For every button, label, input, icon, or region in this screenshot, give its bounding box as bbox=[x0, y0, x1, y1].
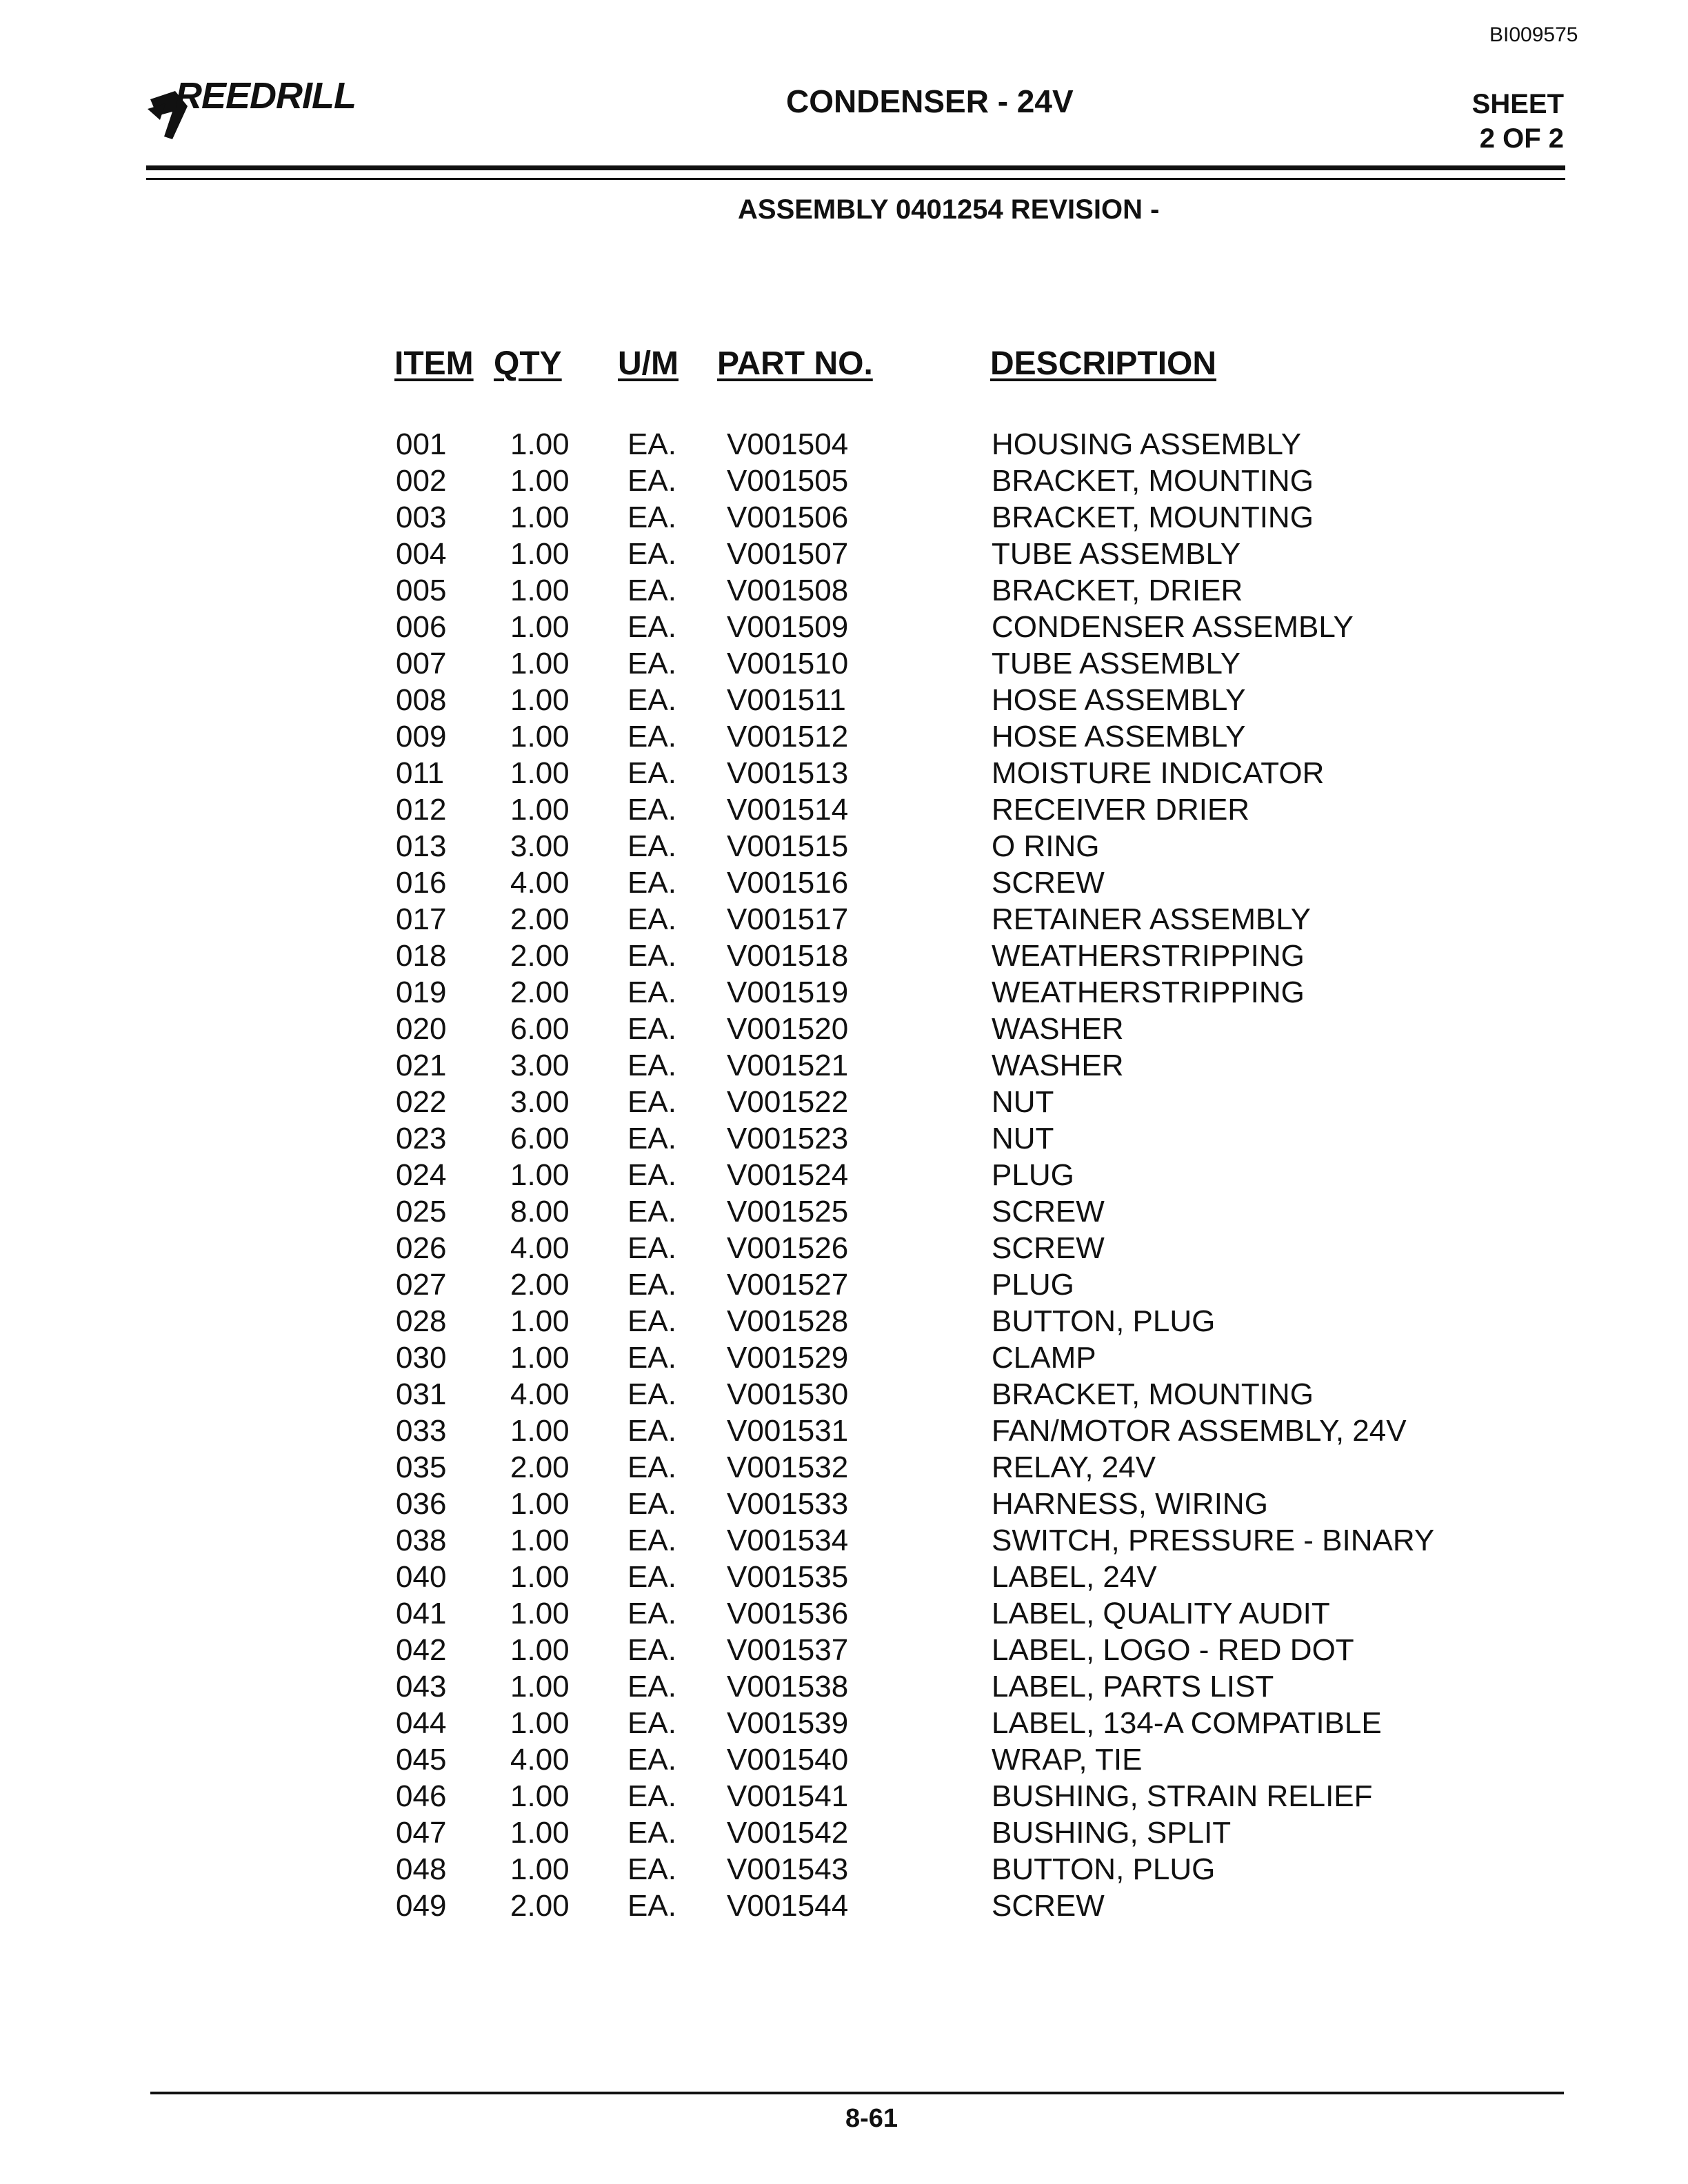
quantity-cell: 2.00 bbox=[510, 902, 570, 936]
description-cell: WRAP, TIE bbox=[992, 1743, 1143, 1777]
table-row bbox=[0, 828, 1688, 865]
part-number-cell: V001508 bbox=[727, 574, 849, 607]
table-row bbox=[0, 1193, 1688, 1230]
table-row bbox=[0, 791, 1688, 828]
table-row bbox=[0, 609, 1688, 645]
part-number-cell: V001544 bbox=[727, 1889, 849, 1923]
part-number-cell: V001506 bbox=[727, 501, 849, 534]
table-row bbox=[0, 426, 1688, 463]
item-number-cell: 007 bbox=[396, 647, 447, 680]
quantity-cell: 1.00 bbox=[510, 720, 570, 754]
quantity-cell: 1.00 bbox=[510, 1560, 570, 1594]
unit-of-measure-cell: EA. bbox=[627, 1487, 676, 1521]
item-number-cell: 035 bbox=[396, 1450, 447, 1484]
assembly-heading: ASSEMBLY 0401254 REVISION - bbox=[738, 194, 1160, 225]
unit-of-measure-cell: EA. bbox=[627, 829, 676, 863]
unit-of-measure-cell: EA. bbox=[627, 1414, 676, 1448]
item-number-cell: 046 bbox=[396, 1779, 447, 1813]
item-number-cell: 020 bbox=[396, 1012, 447, 1046]
part-number-cell: V001543 bbox=[727, 1852, 849, 1886]
table-row bbox=[0, 1741, 1688, 1778]
item-number-cell: 043 bbox=[396, 1670, 447, 1703]
page-number: 8-61 bbox=[845, 2104, 898, 2133]
part-number-cell: V001524 bbox=[727, 1158, 849, 1192]
table-row bbox=[0, 463, 1688, 499]
unit-of-measure-cell: EA. bbox=[627, 975, 676, 1009]
quantity-cell: 2.00 bbox=[510, 1450, 570, 1484]
table-row bbox=[0, 1486, 1688, 1522]
description-cell: NUT bbox=[992, 1085, 1054, 1119]
part-number-cell: V001520 bbox=[727, 1012, 849, 1046]
table-row bbox=[0, 1851, 1688, 1888]
part-number-cell: V001517 bbox=[727, 902, 849, 936]
description-cell: PLUG bbox=[992, 1268, 1074, 1302]
part-number-cell: V001529 bbox=[727, 1341, 849, 1375]
quantity-cell: 1.00 bbox=[510, 1706, 570, 1740]
unit-of-measure-cell: EA. bbox=[627, 866, 676, 900]
description-cell: O RING bbox=[992, 829, 1100, 863]
company-logo bbox=[145, 74, 379, 143]
part-number-cell: V001505 bbox=[727, 464, 849, 498]
part-number-cell: V001533 bbox=[727, 1487, 849, 1521]
unit-of-measure-cell: EA. bbox=[627, 574, 676, 607]
description-cell: CONDENSER ASSEMBLY bbox=[992, 610, 1354, 644]
quantity-cell: 6.00 bbox=[510, 1122, 570, 1155]
description-cell: NUT bbox=[992, 1122, 1054, 1155]
column-header-part-no: PART NO. bbox=[717, 345, 873, 382]
header-rule-thick bbox=[146, 165, 1565, 170]
quantity-cell: 1.00 bbox=[510, 1158, 570, 1192]
item-number-cell: 018 bbox=[396, 939, 447, 973]
part-number-cell: V001536 bbox=[727, 1597, 849, 1630]
quantity-cell: 2.00 bbox=[510, 975, 570, 1009]
unit-of-measure-cell: EA. bbox=[627, 1524, 676, 1557]
unit-of-measure-cell: EA. bbox=[627, 1377, 676, 1411]
part-number-cell: V001513 bbox=[727, 756, 849, 790]
quantity-cell: 1.00 bbox=[510, 1304, 570, 1338]
quantity-cell: 2.00 bbox=[510, 1889, 570, 1923]
table-row bbox=[0, 755, 1688, 791]
unit-of-measure-cell: EA. bbox=[627, 1852, 676, 1886]
description-cell: LABEL, 134-A COMPATIBLE bbox=[992, 1706, 1382, 1740]
quantity-cell: 1.00 bbox=[510, 1487, 570, 1521]
table-row bbox=[0, 1668, 1688, 1705]
quantity-cell: 1.00 bbox=[510, 1852, 570, 1886]
item-number-cell: 049 bbox=[396, 1889, 447, 1923]
quantity-cell: 1.00 bbox=[510, 1341, 570, 1375]
part-number-cell: V001526 bbox=[727, 1231, 849, 1265]
part-number-cell: V001539 bbox=[727, 1706, 849, 1740]
item-number-cell: 001 bbox=[396, 427, 447, 461]
quantity-cell: 4.00 bbox=[510, 1231, 570, 1265]
table-row bbox=[0, 901, 1688, 938]
description-cell: MOISTURE INDICATOR bbox=[992, 756, 1325, 790]
item-number-cell: 038 bbox=[396, 1524, 447, 1557]
unit-of-measure-cell: EA. bbox=[627, 1341, 676, 1375]
quantity-cell: 1.00 bbox=[510, 610, 570, 644]
description-cell: WEATHERSTRIPPING bbox=[992, 939, 1305, 973]
table-row bbox=[0, 1888, 1688, 1924]
description-cell: FAN/MOTOR ASSEMBLY, 24V bbox=[992, 1414, 1407, 1448]
unit-of-measure-cell: EA. bbox=[627, 1706, 676, 1740]
quantity-cell: 2.00 bbox=[510, 939, 570, 973]
quantity-cell: 1.00 bbox=[510, 574, 570, 607]
table-row bbox=[0, 1157, 1688, 1193]
table-row bbox=[0, 1705, 1688, 1741]
item-number-cell: 005 bbox=[396, 574, 447, 607]
unit-of-measure-cell: EA. bbox=[627, 1158, 676, 1192]
quantity-cell: 1.00 bbox=[510, 1816, 570, 1850]
part-number-cell: V001521 bbox=[727, 1049, 849, 1082]
unit-of-measure-cell: EA. bbox=[627, 427, 676, 461]
item-number-cell: 016 bbox=[396, 866, 447, 900]
description-cell: RECEIVER DRIER bbox=[992, 793, 1250, 827]
quantity-cell: 1.00 bbox=[510, 1597, 570, 1630]
quantity-cell: 1.00 bbox=[510, 793, 570, 827]
description-cell: WASHER bbox=[992, 1012, 1124, 1046]
unit-of-measure-cell: EA. bbox=[627, 537, 676, 571]
table-row bbox=[0, 572, 1688, 609]
quantity-cell: 1.00 bbox=[510, 1414, 570, 1448]
unit-of-measure-cell: EA. bbox=[627, 464, 676, 498]
quantity-cell: 1.00 bbox=[510, 501, 570, 534]
item-number-cell: 040 bbox=[396, 1560, 447, 1594]
part-number-cell: V001530 bbox=[727, 1377, 849, 1411]
description-cell: BUSHING, STRAIN RELIEF bbox=[992, 1779, 1373, 1813]
column-header-qty: QTY bbox=[494, 345, 562, 382]
table-row bbox=[0, 1522, 1688, 1559]
quantity-cell: 1.00 bbox=[510, 537, 570, 571]
part-number-cell: V001518 bbox=[727, 939, 849, 973]
table-row bbox=[0, 682, 1688, 718]
unit-of-measure-cell: EA. bbox=[627, 902, 676, 936]
description-cell: LABEL, PARTS LIST bbox=[992, 1670, 1274, 1703]
quantity-cell: 1.00 bbox=[510, 1633, 570, 1667]
description-cell: BUSHING, SPLIT bbox=[992, 1816, 1232, 1850]
unit-of-measure-cell: EA. bbox=[627, 756, 676, 790]
item-number-cell: 006 bbox=[396, 610, 447, 644]
item-number-cell: 009 bbox=[396, 720, 447, 754]
table-row bbox=[0, 1011, 1688, 1047]
description-cell: LABEL, LOGO - RED DOT bbox=[992, 1633, 1354, 1667]
description-cell: SCREW bbox=[992, 1195, 1105, 1228]
part-number-cell: V001528 bbox=[727, 1304, 849, 1338]
item-number-cell: 044 bbox=[396, 1706, 447, 1740]
table-row bbox=[0, 1559, 1688, 1595]
part-number-cell: V001532 bbox=[727, 1450, 849, 1484]
description-cell: BUTTON, PLUG bbox=[992, 1852, 1216, 1886]
item-number-cell: 023 bbox=[396, 1122, 447, 1155]
table-row bbox=[0, 536, 1688, 572]
quantity-cell: 1.00 bbox=[510, 756, 570, 790]
table-row bbox=[0, 1230, 1688, 1266]
quantity-cell: 3.00 bbox=[510, 829, 570, 863]
quantity-cell: 1.00 bbox=[510, 1670, 570, 1703]
description-cell: SCREW bbox=[992, 1231, 1105, 1265]
part-number-cell: V001504 bbox=[727, 427, 849, 461]
unit-of-measure-cell: EA. bbox=[627, 501, 676, 534]
description-cell: HOSE ASSEMBLY bbox=[992, 720, 1246, 754]
table-row bbox=[0, 1595, 1688, 1632]
item-number-cell: 031 bbox=[396, 1377, 447, 1411]
item-number-cell: 004 bbox=[396, 537, 447, 571]
unit-of-measure-cell: EA. bbox=[627, 1779, 676, 1813]
quantity-cell: 4.00 bbox=[510, 866, 570, 900]
item-number-cell: 008 bbox=[396, 683, 447, 717]
part-number-cell: V001538 bbox=[727, 1670, 849, 1703]
description-cell: RETAINER ASSEMBLY bbox=[992, 902, 1311, 936]
item-number-cell: 041 bbox=[396, 1597, 447, 1630]
column-header-description: DESCRIPTION bbox=[990, 345, 1217, 382]
description-cell: CLAMP bbox=[992, 1341, 1096, 1375]
quantity-cell: 4.00 bbox=[510, 1743, 570, 1777]
description-cell: BRACKET, MOUNTING bbox=[992, 501, 1314, 534]
description-cell: TUBE ASSEMBLY bbox=[992, 537, 1241, 571]
unit-of-measure-cell: EA. bbox=[627, 1049, 676, 1082]
item-number-cell: 045 bbox=[396, 1743, 447, 1777]
description-cell: HOUSING ASSEMBLY bbox=[992, 427, 1302, 461]
item-number-cell: 022 bbox=[396, 1085, 447, 1119]
unit-of-measure-cell: EA. bbox=[627, 1012, 676, 1046]
item-number-cell: 003 bbox=[396, 501, 447, 534]
footer-rule bbox=[150, 2092, 1564, 2094]
item-number-cell: 012 bbox=[396, 793, 447, 827]
description-cell: BRACKET, DRIER bbox=[992, 574, 1243, 607]
part-number-cell: V001541 bbox=[727, 1779, 849, 1813]
table-row bbox=[0, 974, 1688, 1011]
header-rule-thin bbox=[146, 178, 1565, 180]
unit-of-measure-cell: EA. bbox=[627, 720, 676, 754]
item-number-cell: 047 bbox=[396, 1816, 447, 1850]
table-row bbox=[0, 645, 1688, 682]
table-row bbox=[0, 1413, 1688, 1449]
description-cell: SCREW bbox=[992, 866, 1105, 900]
unit-of-measure-cell: EA. bbox=[627, 1195, 676, 1228]
quantity-cell: 2.00 bbox=[510, 1268, 570, 1302]
item-number-cell: 019 bbox=[396, 975, 447, 1009]
description-cell: LABEL, QUALITY AUDIT bbox=[992, 1597, 1330, 1630]
unit-of-measure-cell: EA. bbox=[627, 1670, 676, 1703]
table-row bbox=[0, 1339, 1688, 1376]
table-row bbox=[0, 1778, 1688, 1814]
unit-of-measure-cell: EA. bbox=[627, 610, 676, 644]
item-number-cell: 048 bbox=[396, 1852, 447, 1886]
quantity-cell: 1.00 bbox=[510, 1524, 570, 1557]
item-number-cell: 036 bbox=[396, 1487, 447, 1521]
description-cell: SCREW bbox=[992, 1889, 1105, 1923]
part-number-cell: V001523 bbox=[727, 1122, 849, 1155]
unit-of-measure-cell: EA. bbox=[627, 1560, 676, 1594]
quantity-cell: 3.00 bbox=[510, 1049, 570, 1082]
unit-of-measure-cell: EA. bbox=[627, 1889, 676, 1923]
item-number-cell: 013 bbox=[396, 829, 447, 863]
item-number-cell: 021 bbox=[396, 1049, 447, 1082]
part-number-cell: V001542 bbox=[727, 1816, 849, 1850]
quantity-cell: 1.00 bbox=[510, 683, 570, 717]
table-row bbox=[0, 1376, 1688, 1413]
quantity-cell: 1.00 bbox=[510, 647, 570, 680]
description-cell: BUTTON, PLUG bbox=[992, 1304, 1216, 1338]
description-cell: WEATHERSTRIPPING bbox=[992, 975, 1305, 1009]
unit-of-measure-cell: EA. bbox=[627, 1304, 676, 1338]
document-id: BI009575 bbox=[1489, 23, 1578, 46]
unit-of-measure-cell: EA. bbox=[627, 647, 676, 680]
unit-of-measure-cell: EA. bbox=[627, 1231, 676, 1265]
table-row bbox=[0, 865, 1688, 901]
description-cell: HOSE ASSEMBLY bbox=[992, 683, 1246, 717]
logo-wordmark: REEDRILL bbox=[175, 75, 356, 117]
part-number-cell: V001512 bbox=[727, 720, 849, 754]
unit-of-measure-cell: EA. bbox=[627, 1450, 676, 1484]
item-number-cell: 028 bbox=[396, 1304, 447, 1338]
item-number-cell: 030 bbox=[396, 1341, 447, 1375]
quantity-cell: 1.00 bbox=[510, 427, 570, 461]
quantity-cell: 1.00 bbox=[510, 464, 570, 498]
table-header-row bbox=[0, 345, 1688, 386]
quantity-cell: 6.00 bbox=[510, 1012, 570, 1046]
item-number-cell: 002 bbox=[396, 464, 447, 498]
parts-table bbox=[0, 426, 1688, 1924]
description-cell: BRACKET, MOUNTING bbox=[992, 1377, 1314, 1411]
table-row bbox=[0, 1632, 1688, 1668]
table-row bbox=[0, 1047, 1688, 1084]
part-number-cell: V001540 bbox=[727, 1743, 849, 1777]
column-header-item: ITEM bbox=[394, 345, 474, 382]
part-number-cell: V001531 bbox=[727, 1414, 849, 1448]
item-number-cell: 025 bbox=[396, 1195, 447, 1228]
part-number-cell: V001534 bbox=[727, 1524, 849, 1557]
description-cell: RELAY, 24V bbox=[992, 1450, 1156, 1484]
sheet-label: SHEET bbox=[1471, 89, 1564, 119]
part-number-cell: V001537 bbox=[727, 1633, 849, 1667]
description-cell: BRACKET, MOUNTING bbox=[992, 464, 1314, 498]
part-number-cell: V001515 bbox=[727, 829, 849, 863]
unit-of-measure-cell: EA. bbox=[627, 939, 676, 973]
unit-of-measure-cell: EA. bbox=[627, 1122, 676, 1155]
unit-of-measure-cell: EA. bbox=[627, 683, 676, 717]
unit-of-measure-cell: EA. bbox=[627, 1633, 676, 1667]
part-number-cell: V001525 bbox=[727, 1195, 849, 1228]
description-cell: SWITCH, PRESSURE - BINARY bbox=[992, 1524, 1435, 1557]
part-number-cell: V001535 bbox=[727, 1560, 849, 1594]
sheet-indicator bbox=[1472, 87, 1564, 156]
unit-of-measure-cell: EA. bbox=[627, 1816, 676, 1850]
item-number-cell: 026 bbox=[396, 1231, 447, 1265]
table-row bbox=[0, 1449, 1688, 1486]
item-number-cell: 042 bbox=[396, 1633, 447, 1667]
part-number-cell: V001519 bbox=[727, 975, 849, 1009]
part-number-cell: V001511 bbox=[727, 683, 846, 717]
quantity-cell: 8.00 bbox=[510, 1195, 570, 1228]
quantity-cell: 3.00 bbox=[510, 1085, 570, 1119]
description-cell: HARNESS, WIRING bbox=[992, 1487, 1268, 1521]
quantity-cell: 1.00 bbox=[510, 1779, 570, 1813]
table-row bbox=[0, 718, 1688, 755]
unit-of-measure-cell: EA. bbox=[627, 793, 676, 827]
description-cell: LABEL, 24V bbox=[992, 1560, 1157, 1594]
part-number-cell: V001516 bbox=[727, 866, 849, 900]
table-row bbox=[0, 1084, 1688, 1120]
item-number-cell: 017 bbox=[396, 902, 447, 936]
part-number-cell: V001514 bbox=[727, 793, 849, 827]
table-row bbox=[0, 1814, 1688, 1851]
item-number-cell: 011 bbox=[396, 756, 445, 790]
sheet-count: 2 OF 2 bbox=[1479, 123, 1564, 154]
table-row bbox=[0, 1303, 1688, 1339]
unit-of-measure-cell: EA. bbox=[627, 1268, 676, 1302]
item-number-cell: 024 bbox=[396, 1158, 447, 1192]
unit-of-measure-cell: EA. bbox=[627, 1597, 676, 1630]
quantity-cell: 4.00 bbox=[510, 1377, 570, 1411]
description-cell: TUBE ASSEMBLY bbox=[992, 647, 1241, 680]
part-number-cell: V001509 bbox=[727, 610, 849, 644]
item-number-cell: 033 bbox=[396, 1414, 447, 1448]
page-title: CONDENSER - 24V bbox=[786, 83, 1074, 119]
unit-of-measure-cell: EA. bbox=[627, 1085, 676, 1119]
part-number-cell: V001527 bbox=[727, 1268, 849, 1302]
unit-of-measure-cell: EA. bbox=[627, 1743, 676, 1777]
description-cell: PLUG bbox=[992, 1158, 1074, 1192]
part-number-cell: V001522 bbox=[727, 1085, 849, 1119]
description-cell: WASHER bbox=[992, 1049, 1124, 1082]
item-number-cell: 027 bbox=[396, 1268, 447, 1302]
part-number-cell: V001510 bbox=[727, 647, 849, 680]
table-row bbox=[0, 1120, 1688, 1157]
table-row bbox=[0, 499, 1688, 536]
part-number-cell: V001507 bbox=[727, 537, 849, 571]
table-row bbox=[0, 938, 1688, 974]
column-header-um: U/M bbox=[618, 345, 679, 382]
table-row bbox=[0, 1266, 1688, 1303]
